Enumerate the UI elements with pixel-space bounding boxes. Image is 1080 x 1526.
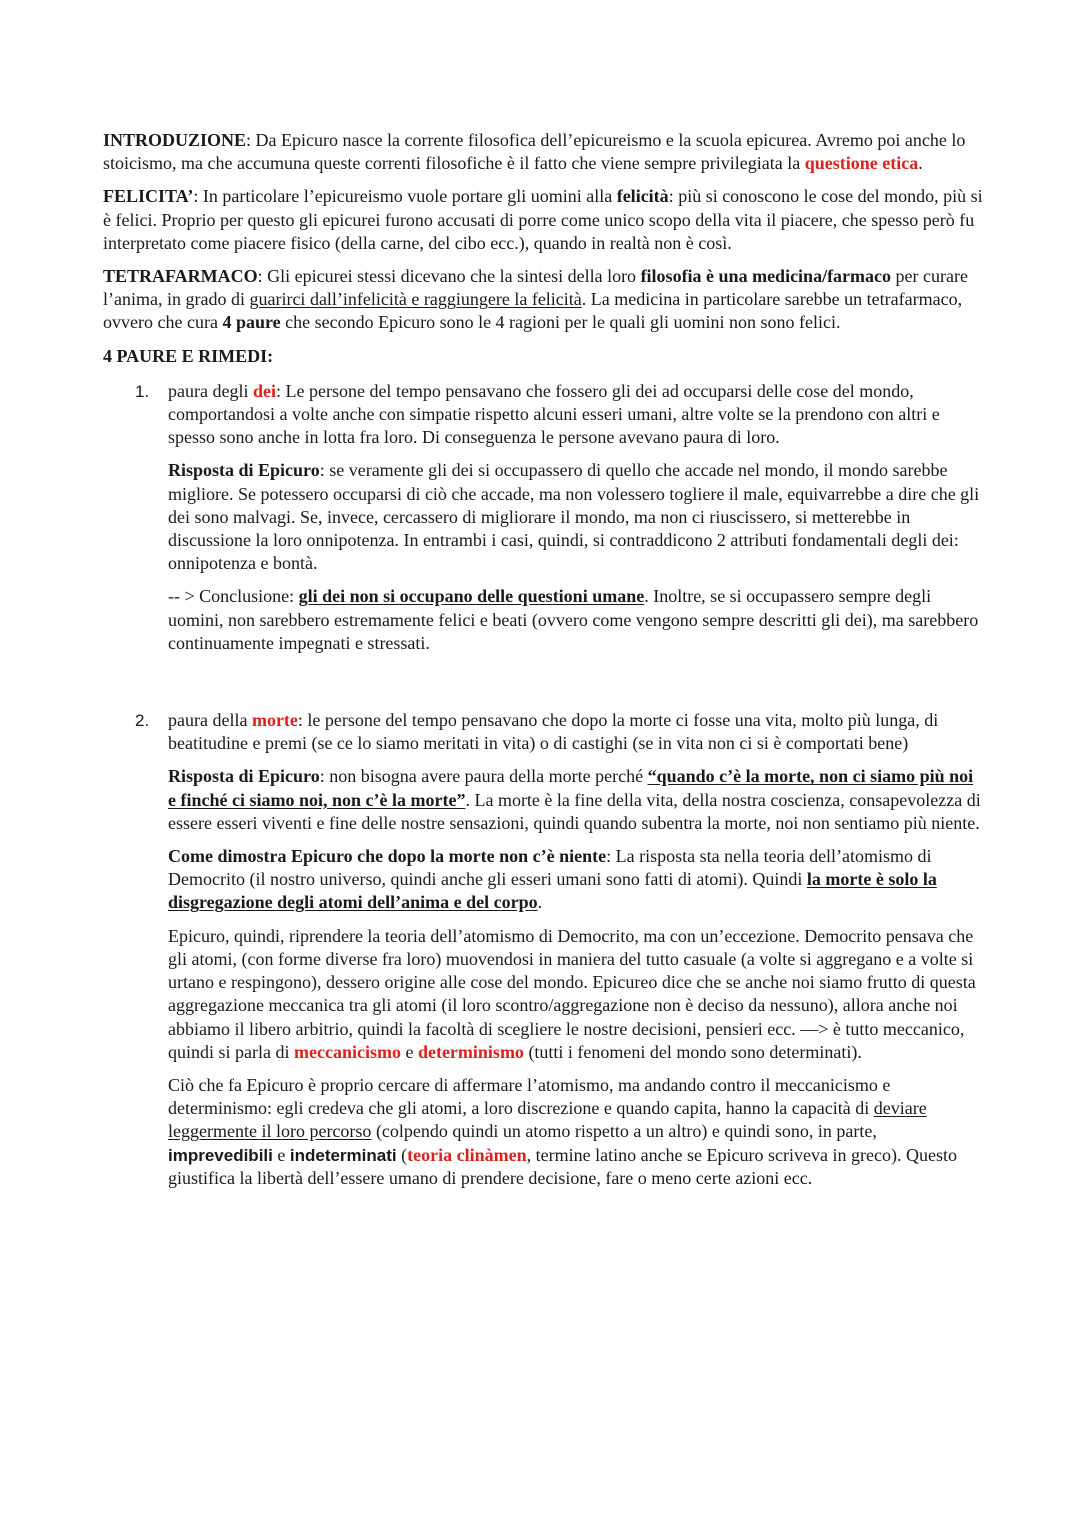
paure-heading: 4 PAURE E RIMEDI:	[103, 345, 274, 366]
clinamen-highlight: teoria clinàmen	[407, 1144, 527, 1165]
intro-paragraph: INTRODUZIONE: Da Epicuro nasce la corrente filosofica dell’epicureismo e la scuola epicurea. Avremo poi anche lo stoicismo, ma che accumuna queste correnti filosofiche è il fatto che viene sempre privilegiata la questione etica.	[103, 130, 966, 174]
felicita-label: FELICITA’	[103, 186, 194, 207]
paura-dei-paragraph: paura degli dei: Le persone del tempo pensavano che fossero gli dei ad occuparsi delle cose del mondo, comportandosi a volte anche con simpatie rispetto alcuni esseri umani, altre volte se la prendono con altri e spesso sono anche in lotta fra loro. Di conseguenza le persone avevano paura di loro.	[168, 380, 940, 448]
intro-label: INTRODUZIONE	[103, 130, 247, 150]
paura-morte-paragraph: paura della morte: le persone del tempo pensavano che dopo la morte ci fosse una vita, molto più lunga, di beatitudine e premi (se ce lo siamo meritati in vita) o di castighi (se in vita non ci si è comportati bene)	[168, 710, 939, 754]
dei-highlight: dei	[252, 380, 276, 401]
morte-highlight: morte	[251, 710, 298, 731]
questione-etica-highlight: questione etica	[804, 153, 919, 174]
tetrafarmaco-label: TETRAFARMACO	[103, 266, 258, 287]
list-number: 1.	[135, 381, 150, 401]
risposta-morte-paragraph: Risposta di Epicuro: non bisogna avere paura della morte perché “quando c’è la morte, non ci siamo più noi e finché ci siamo noi, non c’è la morte”. La morte è la fine della vita, della nostra coscienza, consapevolezza di essere esseri viventi e fine delle nostre sensazioni, quindi quando subentra la morte, noi non sentiamo più niente.	[168, 766, 981, 833]
list-number: 2.	[135, 711, 150, 731]
come-dimostra-paragraph: Come dimostra Epicuro che dopo la morte non c’è niente: La risposta sta nella teoria dell’atomismo di Democrito (il nostro universo, quindi anche gli esseri umani sono fatti di atomi). Quindi la morte è solo la disgregazione degli atomi dell’anima e del corpo.	[168, 846, 937, 913]
meccanicismo-highlight: meccanicismo	[293, 1041, 401, 1062]
atomismo-paragraph: Epicuro, quindi, riprendere la teoria dell’atomismo di Democrito, ma con un’eccezione. Democrito pensava che gli atomi, (con forme diverse fra loro) muovendosi in maniera del tutto casuale (a volte si aggregano e a volte si urtano e respingono), dessero origine alle cose del mondo. Epicureo dice che se anche noi siamo frutto di questa aggregazione meccanica tra gli atomi (il loro scontro/aggregazione non è deciso da nessuno), allora anche noi abbiamo il libero arbitrio, quindi la facoltà di scegliere le nostre decisioni, pensieri ecc. —> è tutto meccanico, quindi si parla di meccanicismo e determinismo (tutti i fenomeni del mondo sono determinati).	[168, 925, 976, 1062]
document-page	[103, 129, 983, 1200]
felicita-paragraph: FELICITA’: In particolare l’epicureismo vuole portare gli uomini alla felicità: più si conoscono le cose del mondo, più si è felici. Proprio per questo gli epicurei furono accusati di porre come unico scopo della vita il piacere, che spesso però fu interpretato come piacere fisico (della carne, del cibo ecc.), quando in realtà non è così.	[103, 186, 983, 253]
conclusione-paragraph: -- > Conclusione: gli dei non si occupano delle questioni umane. Inoltre, se si occupassero sempre degli uomini, non sarebbero estremamente felici e beati (ovvero come vengono sempre descritti gli dei), ma sarebbero continuamente impegnati e stressati.	[168, 586, 979, 653]
clinamen-paragraph: Ciò che fa Epicuro è proprio cercare di affermare l’atomismo, ma andando contro il meccanicismo e determinismo: egli credeva che gli atomi, a loro discrezione e quando capita, hanno la capacità di deviare leggermente il loro percorso (colpendo quindi un atomo rispetto a un altro) e quindi sono, in parte, imprevedibili e indeterminati (teoria clinàmen, termine latino anche se Epicuro scriveva in greco). Questo giustifica la libertà dell’essere umano di prendere decisione, fare o meno certe azioni ecc.	[168, 1074, 957, 1188]
determinismo-highlight: determinismo	[417, 1041, 524, 1062]
tetrafarmaco-paragraph: TETRAFARMACO: Gli epicurei stessi dicevano che la sintesi della loro filosofia è una medicina/farmaco per curare l’anima, in grado di guarirci dall’infelicità e raggiungere la felicità. La medicina in particolare sarebbe un tetrafarmaco, ovvero che cura 4 paure che secondo Epicuro sono le 4 ragioni per le quali gli uomini non sono felici.	[103, 266, 968, 333]
risposta-dei-paragraph: Risposta di Epicuro: se veramente gli dei si occupassero di quello che accade nel mondo, il mondo sarebbe migliore. Se potessero occuparsi di ciò che accade, ma non volessero togliere il male, equivarrebbe a dire che gli dei sono malvagi. Se, invece, cercassero di migliorare il mondo, ma non ci riuscissero, si metterebbe in discussione la loro onnipotenza. In entrambi i casi, quindi, si contraddicono 2 attributi fondamentali degli dei: onnipotenza e bontà.	[168, 460, 980, 574]
list-item-dei	[103, 380, 983, 655]
list-item-morte	[103, 709, 983, 1190]
spacer	[103, 665, 983, 709]
